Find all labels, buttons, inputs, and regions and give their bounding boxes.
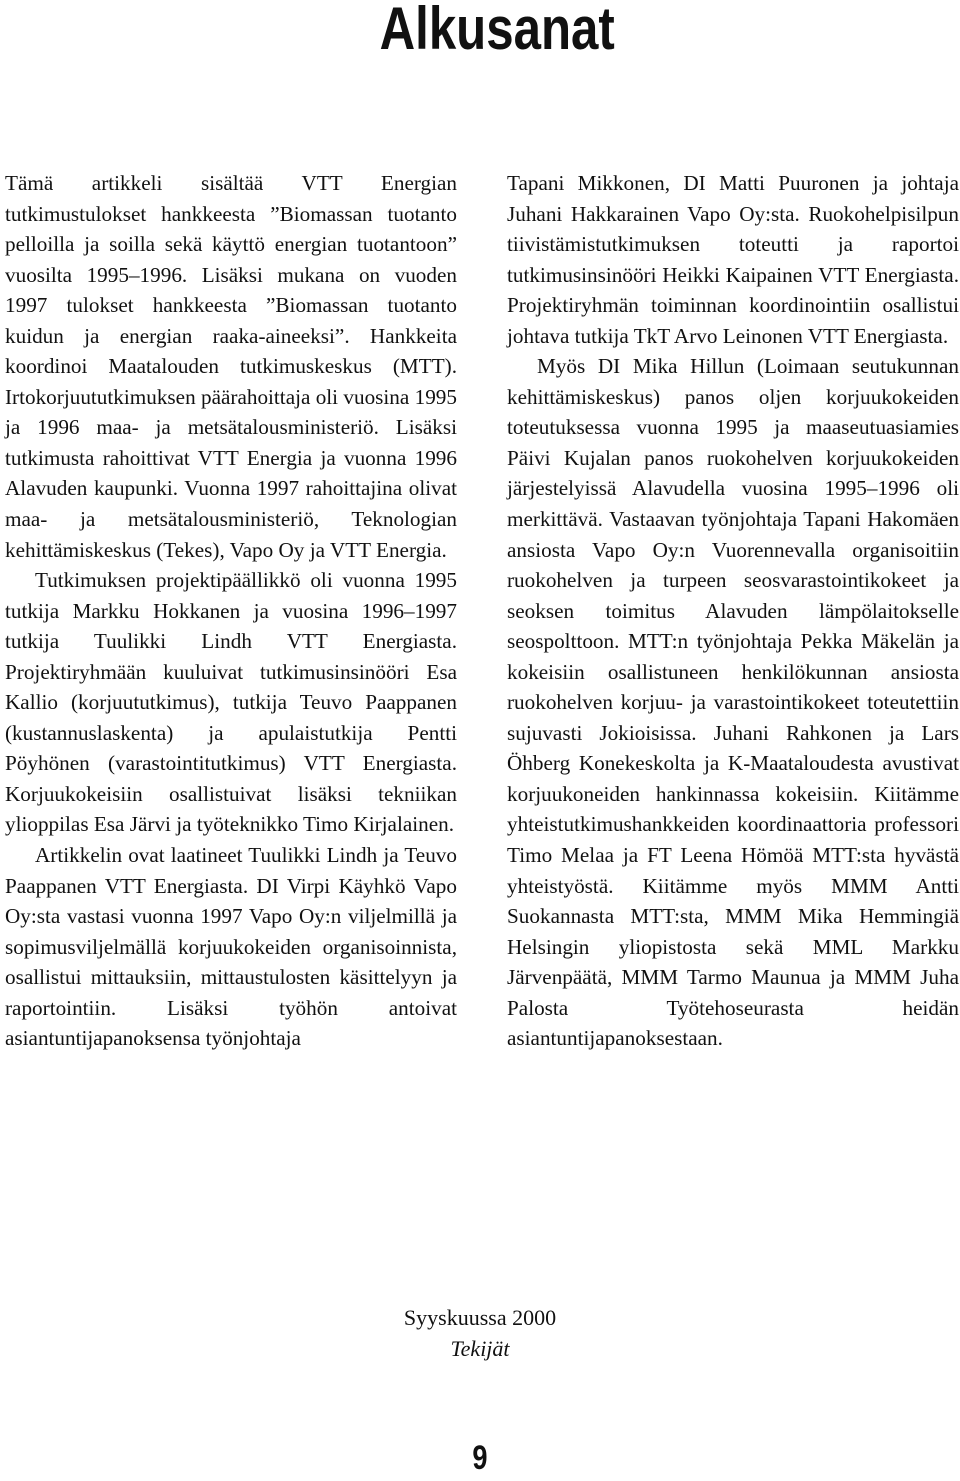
signoff-authors: Tekijät xyxy=(450,1336,510,1361)
page-number: 9 xyxy=(472,1439,488,1477)
paragraph-project-team: Tutkimuksen projektipäällikkö oli vuonna 1995 tutkija Markku Hokkanen ja vuosina 1996–1997 tutkija Tuulikki Lindh VTT Energiasta. Projektiryhmään kuuluivat tutkimusinsinööri Esa Kallio (korjuututkimus), tutkija Teuvo Paappanen (kustannuslaskenta) ja apulaistutkija Pentti Pöyhönen (varastointitutkimus) VTT Energiasta. Korjuukokeisiin osallistuivat lisäksi tekniikan ylioppilas Esa Järvi ja työteknikko Timo Kirjalainen. xyxy=(5,568,457,837)
paragraph-continuation: Tapani Mikkonen, DI Matti Puuronen ja johtaja Juhani Hakkarainen Vapo Oy:sta. Ruokohelpisilpun tiivistämistutkimuksen toteutti ja raportoi tutkimusinsinööri Heikki Kaipainen VTT Energiasta. Projektiryhmän toiminnan koordinointiin osallistui johtava tutkija TkT Arvo Leinonen VTT Energiasta. xyxy=(507,171,959,348)
right-column xyxy=(507,168,959,1054)
left-column xyxy=(5,168,457,1054)
paragraph-intro: Tämä artikkeli sisältää VTT Energian tutkimustulokset hankkeesta ”Biomassan tuotanto pelloilla ja soilla sekä käyttö energian tuotantoon” vuosilta 1995–1996. Lisäksi mukana on vuoden 1997 tulokset hankkeesta ”Biomassan tuotanto kuidun ja energian raaka-aineeksi”. Hankkeita koordinoi Maatalouden tutkimuskeskus (MTT). Irtokorjuututkimuksen päärahoittaja oli vuosina 1995 ja 1996 maa- ja metsätalousministeriö. Lisäksi tutkimusta rahoittivat VTT Energia ja vuonna 1996 Alavuden kaupunki. Vuonna 1997 rahoittajina olivat maa- ja metsätalousministeriö, Teknologian kehittämiskeskus (Tekes), Vapo Oy ja VTT Energia. xyxy=(5,171,457,562)
paragraph-acknowledgements: Myös DI Mika Hillun (Loimaan seutukunnan kehittämiskeskus) panos oljen korjuukokeiden toteutuksessa vuonna 1995 ja maaseutuasiamies Päivi Kujalan panos ruokohelven korjuukokeiden järjestelyissä Alavudella vuosina 1995–1996 oli merkittävä. Vastaavan työnjohtaja Tapani Hakomäen ansiosta Vapo Oy:n Vuorennevalla organisoitiin ruokohelven ja turpeen seosvarastointikokeet ja seoksen toimitus Alavuden lämpölaitokselle seospolttoon. MTT:n työnjohtaja Pekka Mäkelän ja kokeisiin osallistuneen henkilökunnan ansiosta ruokohelven korjuu- ja varastointikokeet toteutettiin sujuvasti Jokioisissa. Juhani Rahkonen ja Lars Öhberg Konekeskolta ja K-Maataloudesta avustivat korjuukoneiden hankinnassa kokeisiin. Kiitämme yhteistutkimushankkeiden koordinaattoria professori Timo Melaa ja FT Leena Hömöä MTT:sta hyvästä yhteistyöstä. Kiitämme myös MMM Antti Suokannasta MTT:sta, MMM Mika Hemmingiä Helsingin yliopistosta sekä MML Markku Järvenpäätä, MMM Tarmo Maunua ja MMM Juha Palosta Työtehoseurasta heidän asiantuntijapanoksestaan. xyxy=(507,354,959,1051)
page-header xyxy=(0,0,960,64)
page-title: Alkusanat xyxy=(379,0,615,62)
signoff-date: Syyskuussa 2000 xyxy=(403,1305,557,1330)
signoff xyxy=(340,1302,620,1364)
paragraph-authors: Artikkelin ovat laatineet Tuulikki Lindh ja Teuvo Paappanen VTT Energiasta. DI Virpi Käyhkö Vapo Oy:sta vastasi vuonna 1997 Vapo Oy:n viljelmillä ja sopimusviljelmällä korjuukokeiden organisoinnista, osallistui mittauksiin, mittaustulosten käsittelyyn ja raportointiin. Lisäksi työhön antoivat asiantuntijapanoksensa työnjohtaja xyxy=(5,843,457,1051)
